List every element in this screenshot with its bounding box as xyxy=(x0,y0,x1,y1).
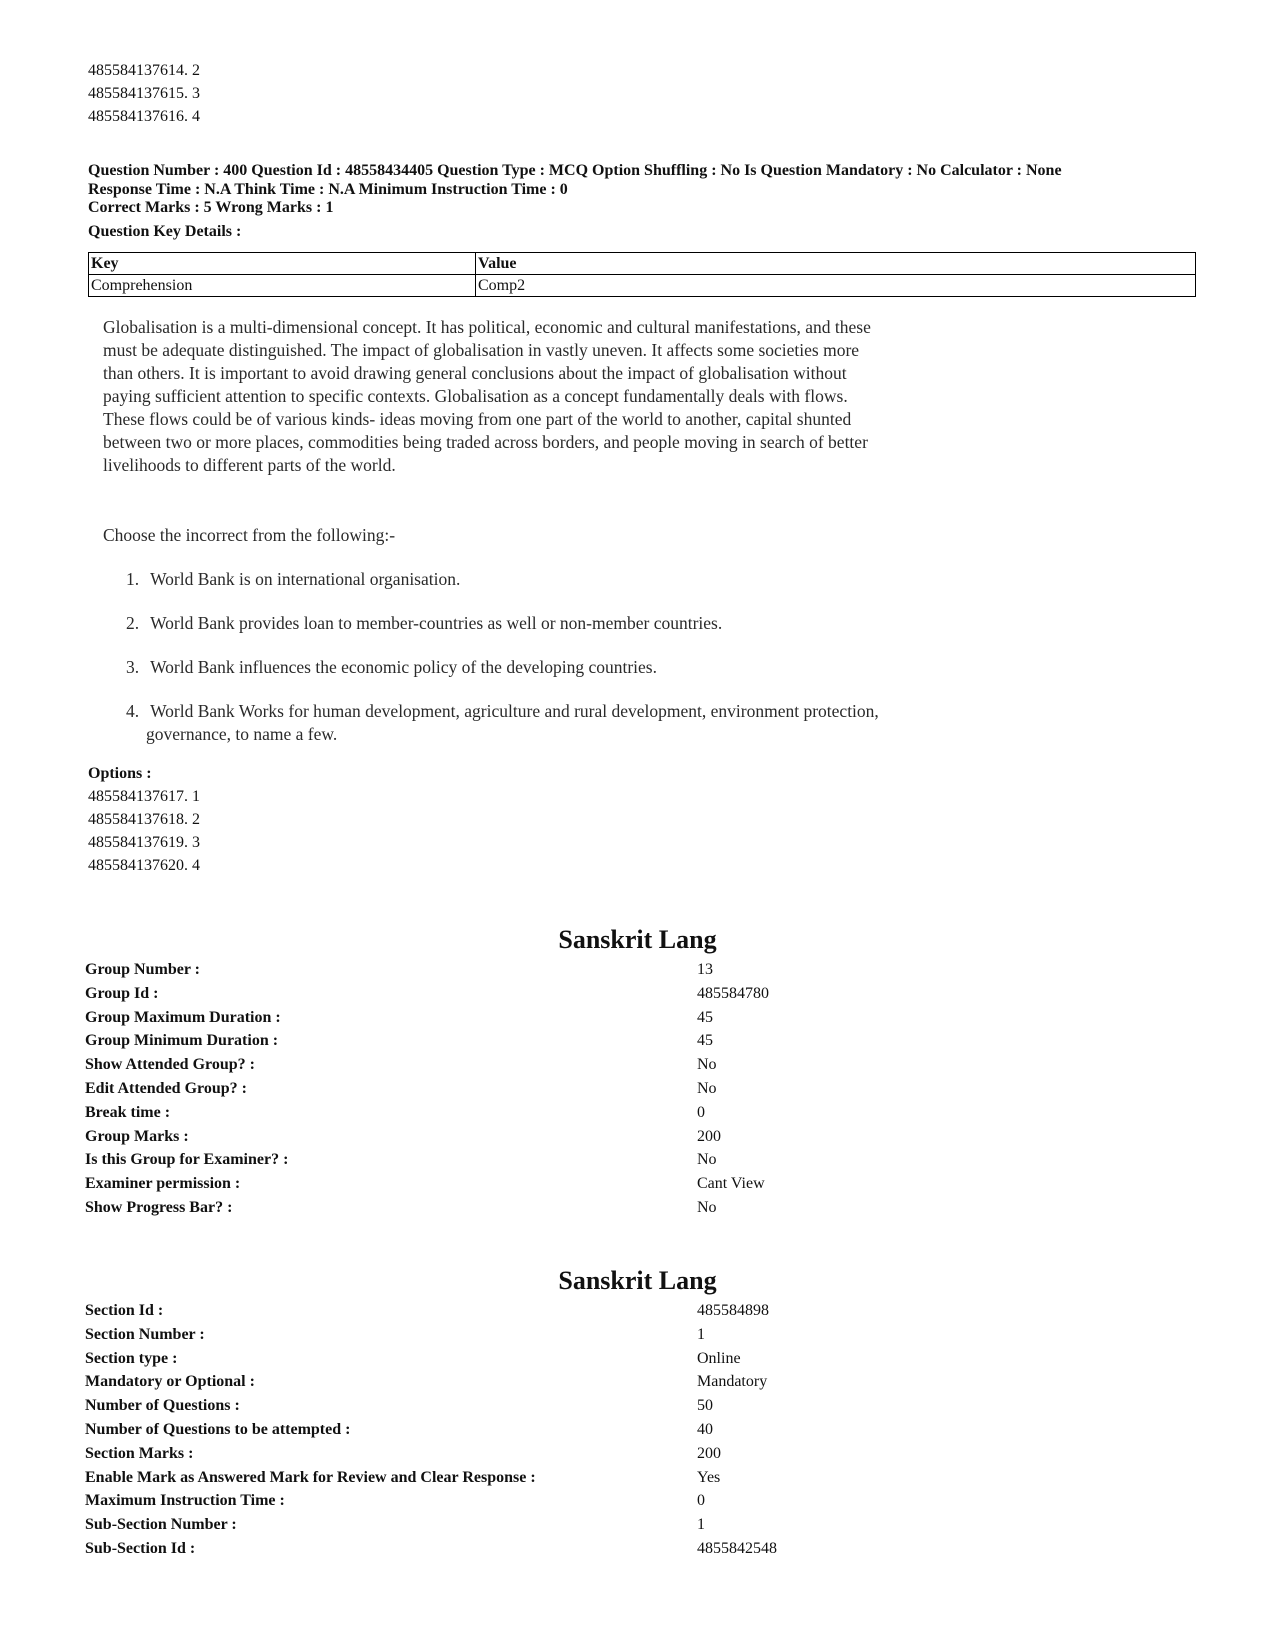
group-detail-row-label: Examiner permission : xyxy=(85,1175,241,1193)
statement-number: 3. xyxy=(126,657,140,677)
group-detail-row xyxy=(85,982,1205,1006)
comprehension-passage xyxy=(103,316,963,477)
statement-1 xyxy=(126,568,986,591)
group-detail-row xyxy=(85,1029,1205,1053)
group-detail-row-value: 485584780 xyxy=(697,984,769,1002)
statement-text: World Bank Works for human development, agriculture and rural development, environment protection, xyxy=(150,701,879,721)
passage-line: must be adequate distinguished. The impact of globalisation in vastly uneven. It affects some societies more xyxy=(103,340,860,360)
group-detail-row-label: Break time : xyxy=(85,1103,171,1121)
statement-2 xyxy=(126,612,986,635)
group-detail-row xyxy=(85,1125,1205,1149)
key-table-header-key: Key xyxy=(89,253,476,275)
question-prompt: Choose the incorrect from the following:- xyxy=(103,525,396,545)
group-detail-row xyxy=(85,1077,1205,1101)
section-detail-row-value: Yes xyxy=(697,1468,721,1486)
option-2: 485584137618. 2 xyxy=(88,811,200,828)
passage-line: between two or more places, commodities being traded across borders, and people moving in search of better xyxy=(103,432,868,452)
group-detail-row-value: 13 xyxy=(697,961,713,978)
section-detail-row xyxy=(85,1394,1205,1418)
section-detail-row-value: 1 xyxy=(697,1325,705,1343)
statement-number: 1. xyxy=(126,569,140,589)
group-detail-row-value: Cant View xyxy=(697,1175,765,1193)
group-detail-row-value: 45 xyxy=(697,1032,713,1050)
statement-continuation: governance, to name a few. xyxy=(146,724,338,744)
question-meta-line2: Response Time : N.A Think Time : N.A Minimum Instruction Time : 0 xyxy=(88,181,568,198)
section-detail-row-value: 200 xyxy=(697,1444,721,1462)
section-detail-row-value: 40 xyxy=(697,1421,713,1438)
section-detail-row-value: Mandatory xyxy=(697,1373,768,1391)
passage-line: These flows could be of various kinds- ideas moving from one part of the world to another, capital shunted xyxy=(103,409,852,429)
section-detail-row-value: 1 xyxy=(697,1516,705,1534)
section-detail-row-label: Sub-Section Id : xyxy=(85,1540,196,1557)
top-option-3: 485584137616. 4 xyxy=(88,108,200,125)
group-detail-row-value: No xyxy=(697,1056,717,1074)
section-detail-row xyxy=(85,1442,1205,1466)
section-detail-row xyxy=(85,1418,1205,1442)
statement-number: 2. xyxy=(126,613,140,633)
section-detail-row-label: Section type : xyxy=(85,1349,178,1367)
section-detail-row-label: Enable Mark as Answered Mark for Review and Clear Response : xyxy=(85,1468,536,1486)
section-detail-row xyxy=(85,1299,1205,1323)
top-option-1: 485584137614. 2 xyxy=(88,62,200,79)
section-detail-row-label: Mandatory or Optional : xyxy=(85,1373,255,1391)
option-1: 485584137617. 1 xyxy=(88,788,200,805)
section-detail-row-label: Section Marks : xyxy=(85,1444,194,1462)
section-detail-row-label: Number of Questions : xyxy=(85,1397,240,1415)
group-detail-row xyxy=(85,1101,1205,1125)
section-detail-row-label: Number of Questions to be attempted : xyxy=(85,1421,351,1438)
passage-line: livelihoods to different parts of the world. xyxy=(103,455,396,475)
section-detail-row xyxy=(85,1347,1205,1371)
group-detail-row-label: Show Attended Group? : xyxy=(85,1056,255,1074)
group-detail-row-label: Group Id : xyxy=(85,984,159,1002)
group-detail-row-label: Group Minimum Duration : xyxy=(85,1032,279,1050)
group-detail-row xyxy=(85,1148,1205,1172)
option-4: 485584137620. 4 xyxy=(88,857,200,874)
section-detail-row-value: 50 xyxy=(697,1397,713,1415)
group-detail-row-value: 200 xyxy=(697,1127,721,1145)
group-detail-row xyxy=(85,1053,1205,1077)
group-detail-row-label: Show Progress Bar? : xyxy=(85,1199,233,1216)
section-heading: Sanskrit Lang xyxy=(558,1266,717,1295)
key-table-header-value: Value xyxy=(476,253,1196,275)
group-detail-row-label: Edit Attended Group? : xyxy=(85,1080,247,1097)
section-detail-row-label: Sub-Section Number : xyxy=(85,1516,237,1534)
section-detail-row-label: Maximum Instruction Time : xyxy=(85,1492,285,1510)
group-detail-row-value: No xyxy=(697,1080,717,1097)
section-detail-row-value: 0 xyxy=(697,1492,705,1510)
option-3: 485584137619. 3 xyxy=(88,834,200,851)
key-table-header xyxy=(89,253,1196,275)
section-detail-row xyxy=(85,1466,1205,1490)
statement-text: World Bank provides loan to member-countries as well or non-member countries. xyxy=(150,613,723,633)
section-detail-row xyxy=(85,1537,1205,1561)
statement-3 xyxy=(126,656,986,679)
group-detail-row-label: Group Number : xyxy=(85,961,200,978)
group-detail-row-label: Group Maximum Duration : xyxy=(85,1008,281,1026)
section-detail-row-label: Section Id : xyxy=(85,1302,164,1319)
passage-line: Globalisation is a multi-dimensional concept. It has political, economic and cultural manifestations, and these xyxy=(103,317,871,337)
statement-4 xyxy=(126,700,986,746)
section-detail-row xyxy=(85,1489,1205,1513)
statement-text: World Bank is on international organisation. xyxy=(150,569,461,589)
question-meta-line1: Question Number : 400 Question Id : 48558434405 Question Type : MCQ Option Shuffling : No Is Question Mandatory : No Calculator : None xyxy=(88,162,1062,179)
options-label: Options : xyxy=(88,765,152,782)
key-table-cell-value: Comp2 xyxy=(476,275,1196,297)
group-detail-row-value: 0 xyxy=(697,1103,705,1121)
question-meta xyxy=(88,161,1208,199)
section-detail-row xyxy=(85,1513,1205,1537)
group-heading: Sanskrit Lang xyxy=(558,925,717,954)
group-detail-row xyxy=(85,958,1205,982)
group-detail-row-label: Group Marks : xyxy=(85,1127,189,1145)
section-detail-row-value: 4855842548 xyxy=(697,1540,777,1557)
key-table-cell-key: Comprehension xyxy=(89,275,476,297)
section-detail-row-value: Online xyxy=(697,1349,741,1367)
section-detail-row xyxy=(85,1370,1205,1394)
group-detail-row-value: 45 xyxy=(697,1008,713,1026)
top-option-2: 485584137615. 3 xyxy=(88,85,200,102)
passage-line: than others. It is important to avoid drawing general conclusions about the impact of globalisation without xyxy=(103,363,847,383)
group-detail-row xyxy=(85,1172,1205,1196)
group-detail-row xyxy=(85,1006,1205,1030)
group-detail-row-value: No xyxy=(697,1151,717,1169)
key-table-row xyxy=(89,275,1196,297)
question-marks: Correct Marks : 5 Wrong Marks : 1 xyxy=(88,199,334,216)
group-detail-row xyxy=(85,1196,1205,1220)
section-detail-row-value: 485584898 xyxy=(697,1302,769,1319)
passage-line: paying sufficient attention to specific contexts. Globalisation as a concept fundamentally deals with flows. xyxy=(103,386,848,406)
statement-text: World Bank influences the economic policy of the developing countries. xyxy=(150,657,657,677)
question-key-details-label: Question Key Details : xyxy=(88,223,242,240)
question-key-table xyxy=(88,252,1196,297)
section-detail-row xyxy=(85,1323,1205,1347)
statement-number: 4. xyxy=(126,701,140,721)
section-detail-row-label: Section Number : xyxy=(85,1325,205,1343)
group-detail-row-value: No xyxy=(697,1199,717,1216)
group-detail-row-label: Is this Group for Examiner? : xyxy=(85,1151,289,1169)
